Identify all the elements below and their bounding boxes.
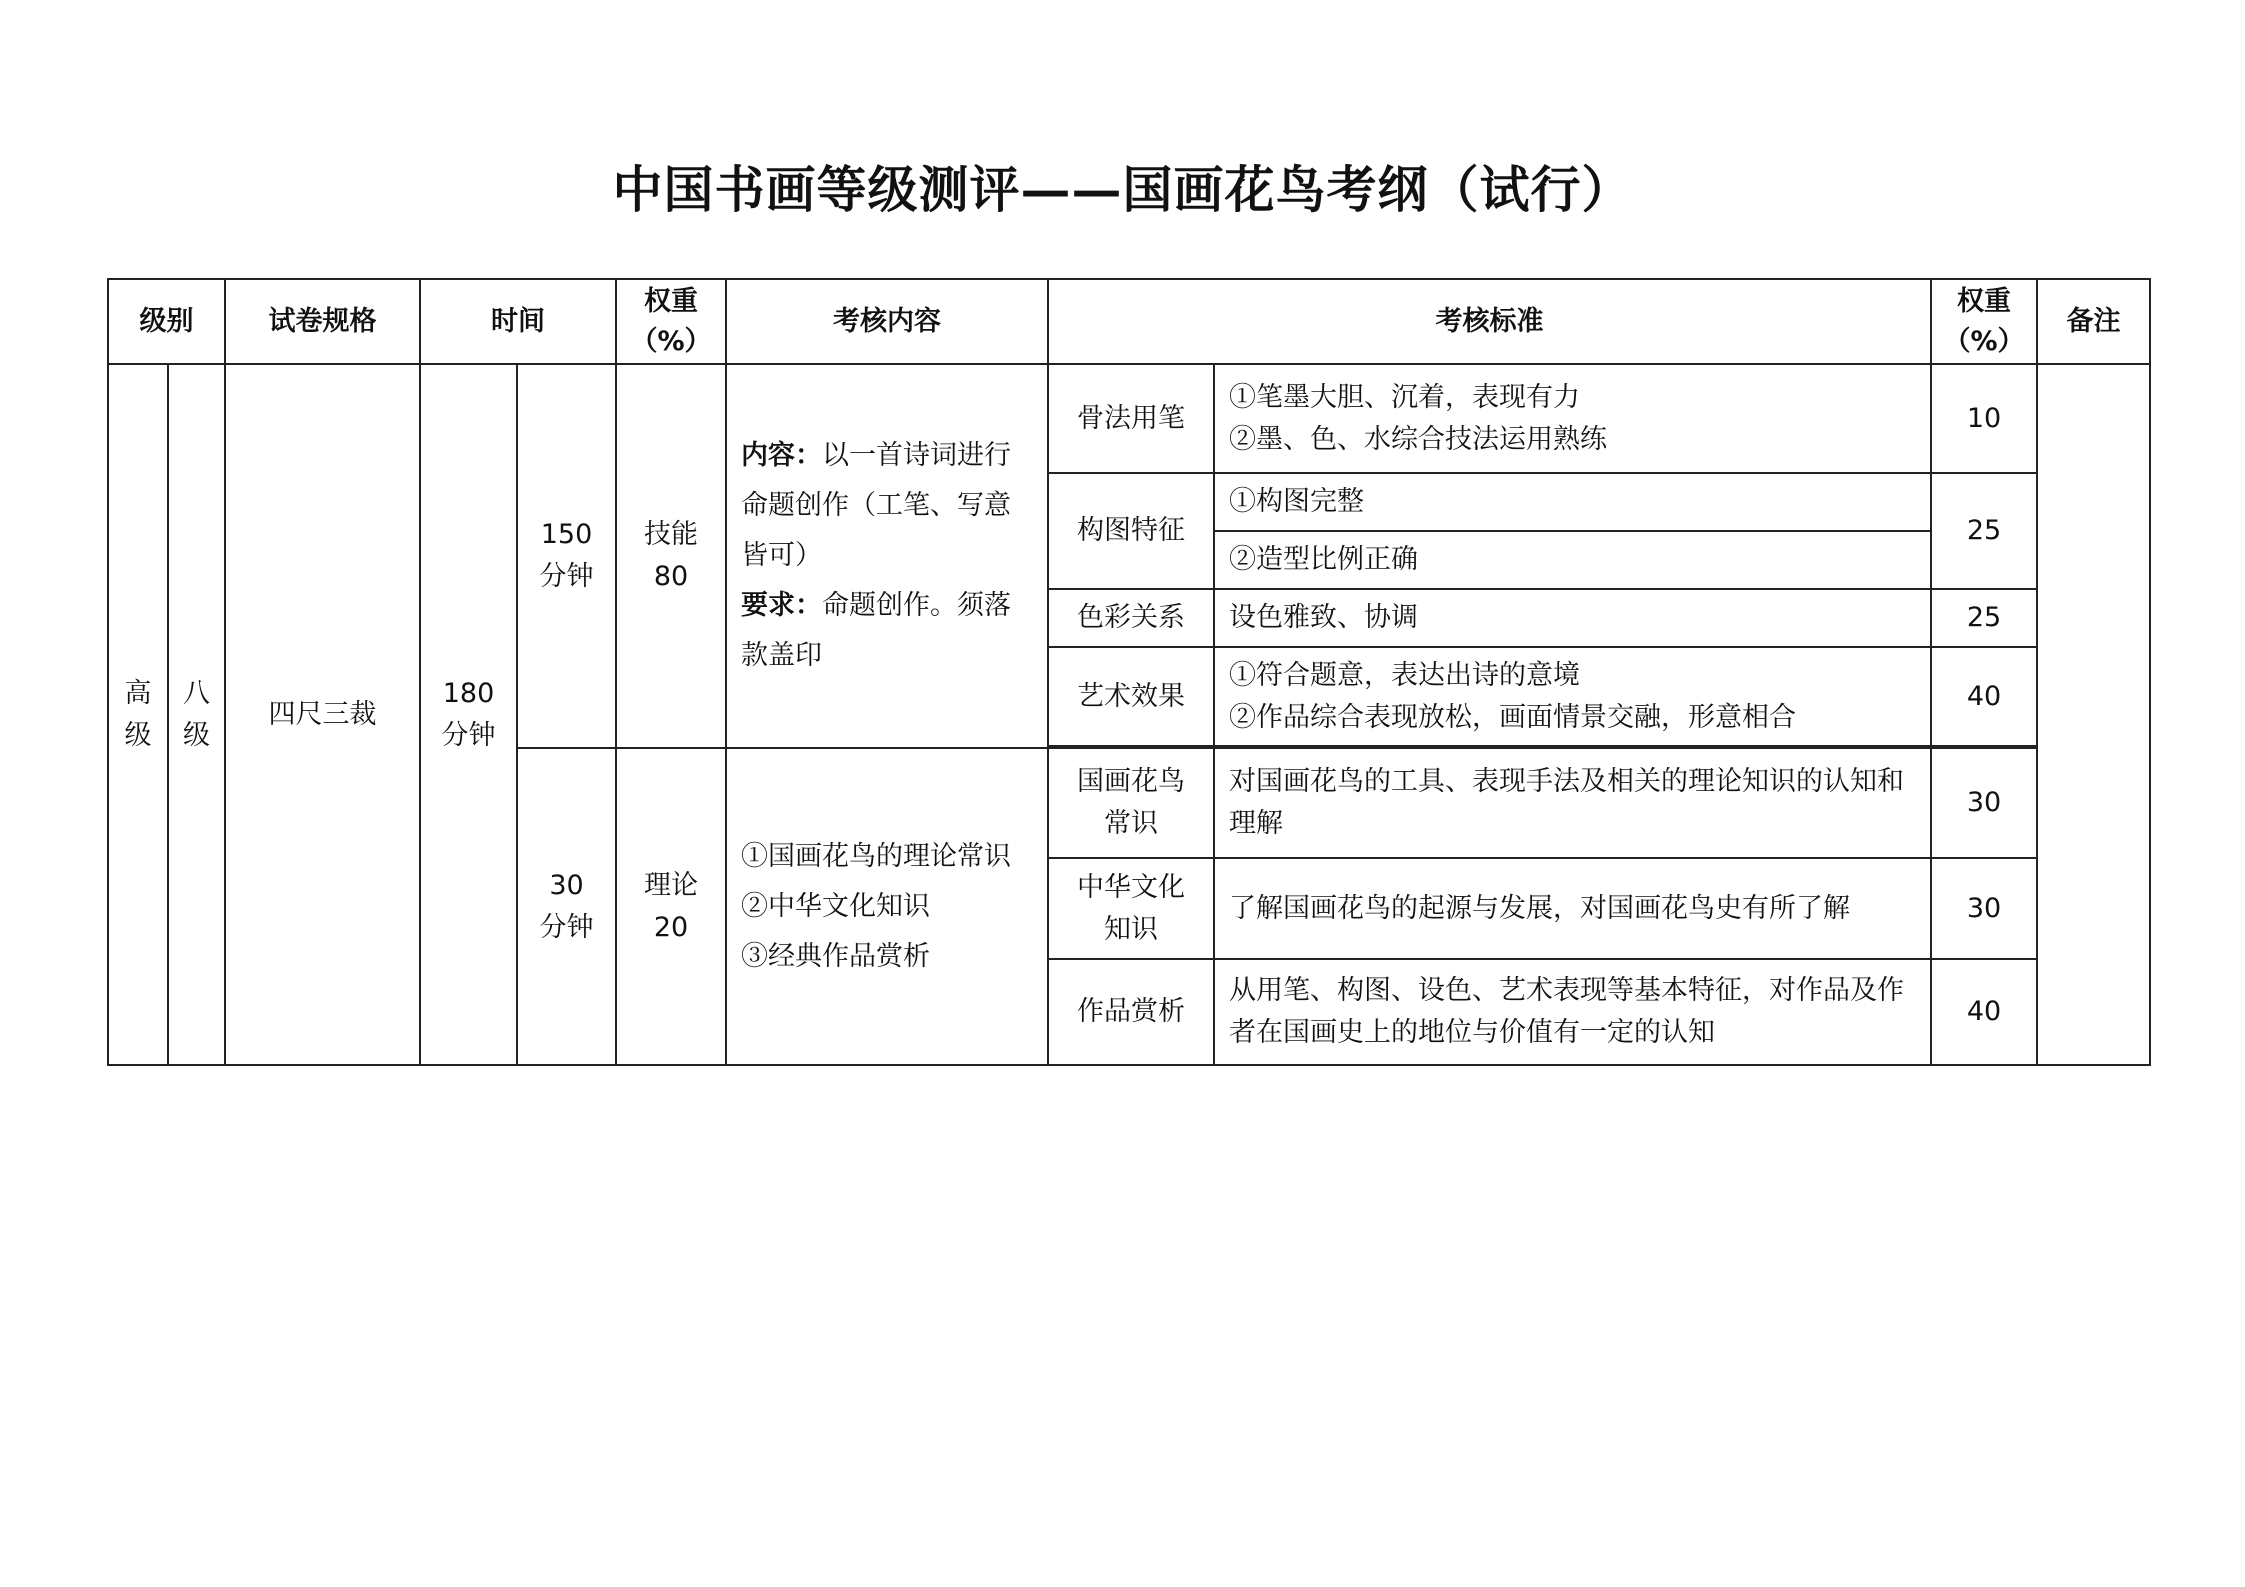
level-group-line2: 级 <box>124 719 152 751</box>
level-rank-line1: 八 <box>183 677 210 709</box>
criterion-weight: 10 <box>1931 364 2037 473</box>
theory-item: ③经典作品赏析 <box>741 940 930 972</box>
skill-requirement-text: 命题创作。须落款盖印 <box>741 590 1011 671</box>
criterion-name <box>1048 748 1214 858</box>
level-rank-line2: 级 <box>183 719 210 751</box>
header-paper-spec: 试卷规格 <box>225 279 420 364</box>
total-time-line1: 180 <box>442 677 495 709</box>
header-weight-line2: （%） <box>630 325 712 357</box>
level-group-cell <box>108 364 168 1065</box>
criterion-standard-line: ②作品综合表现放松，画面情景交融，形意相合 <box>1229 701 1796 733</box>
theory-time-cell <box>517 748 616 1065</box>
skill-weight-cell <box>616 364 726 748</box>
criterion-standard-line: ①构图完整 <box>1214 473 1931 531</box>
level-rank-cell <box>168 364 225 1065</box>
header-level: 级别 <box>108 279 225 364</box>
criterion-standard-line: ②造型比例正确 <box>1214 531 1931 589</box>
level-group-line1: 高 <box>124 677 152 709</box>
criterion-standard-line: ②墨、色、水综合技法运用熟练 <box>1229 423 1607 455</box>
criterion-standard-line: ①笔墨大胆、沉着，表现有力 <box>1229 381 1580 413</box>
header-weight-line1: 权重 <box>644 285 698 317</box>
criterion-name-line2: 知识 <box>1104 913 1158 945</box>
header-standard: 考核标准 <box>1048 279 1931 364</box>
header-content: 考核内容 <box>726 279 1048 364</box>
theory-weight-line2: 20 <box>653 911 689 943</box>
criterion-name: 构图特征 <box>1048 473 1214 589</box>
criterion-standard-line: 设色雅致、协调 <box>1214 589 1931 647</box>
criterion-standard-line: ①符合题意，表达出诗的意境 <box>1229 659 1580 691</box>
theory-weight-line1: 理论 <box>644 869 698 901</box>
skill-weight-line1: 技能 <box>644 519 698 550</box>
header-weight-2 <box>1931 279 2037 364</box>
header-weight2-line1: 权重 <box>1957 285 2011 317</box>
criterion-standard-line: 从用笔、构图、设色、艺术表现等基本特征，对作品及作者在国画史上的地位与价值有一定的认知 <box>1214 959 1931 1065</box>
criterion-name: 作品赏析 <box>1048 959 1214 1065</box>
criterion-name-line1: 国画花鸟 <box>1077 766 1185 797</box>
header-time: 时间 <box>420 279 616 364</box>
criterion-weight: 30 <box>1931 748 2037 858</box>
table-row <box>108 364 2150 473</box>
skill-weight-line2: 80 <box>653 561 689 592</box>
criterion-weight: 25 <box>1931 473 2037 589</box>
page-title: 中国书画等级测评——国画花鸟考纲（试行） <box>612 160 1633 219</box>
skill-content-paragraph <box>741 431 1035 581</box>
theory-item: ①国画花鸟的理论常识 <box>741 840 1011 872</box>
skill-time-line1: 150 <box>540 519 593 550</box>
paper-spec-cell: 四尺三裁 <box>225 364 420 1065</box>
header-weight2-line2: （%） <box>1943 325 2025 357</box>
header-row <box>108 279 2150 364</box>
skill-requirement-label: 要求： <box>741 590 822 621</box>
criterion-standard <box>1214 647 1931 746</box>
criterion-weight: 30 <box>1931 858 2037 959</box>
skill-time-cell <box>517 364 616 748</box>
theory-content-cell <box>726 748 1048 1065</box>
criterion-standard-line: 对国画花鸟的工具、表现手法及相关的理论知识的认知和理解 <box>1214 748 1931 858</box>
notes-cell <box>2037 364 2150 1065</box>
header-weight <box>616 279 726 364</box>
exam-outline-table <box>107 278 2151 1066</box>
criterion-name: 色彩关系 <box>1048 589 1214 647</box>
criterion-name-line2: 常识 <box>1104 808 1158 839</box>
theory-item: ②中华文化知识 <box>741 890 930 922</box>
criterion-weight: 25 <box>1931 589 2037 647</box>
theory-weight-cell <box>616 748 726 1065</box>
skill-time-line2: 分钟 <box>539 561 594 592</box>
criterion-weight: 40 <box>1931 647 2037 746</box>
skill-content-cell <box>726 364 1048 748</box>
theory-time-line1: 30 <box>549 869 584 901</box>
criterion-weight: 40 <box>1931 959 2037 1065</box>
criterion-name-line1: 中华文化 <box>1077 871 1185 903</box>
criterion-name: 艺术效果 <box>1048 647 1214 746</box>
header-notes: 备注 <box>2037 279 2150 364</box>
skill-content-text: 以一首诗词进行命题创作（工笔、写意皆可） <box>741 440 1011 571</box>
criterion-standard <box>1214 364 1931 473</box>
skill-requirement-paragraph <box>741 581 1035 681</box>
criterion-name: 骨法用笔 <box>1048 364 1214 473</box>
total-time-line2: 分钟 <box>441 719 496 751</box>
criterion-name <box>1048 858 1214 959</box>
skill-content-label: 内容： <box>741 440 822 471</box>
theory-time-line2: 分钟 <box>539 911 594 943</box>
total-time-cell <box>420 364 517 1065</box>
criterion-standard-line: 了解国画花鸟的起源与发展，对国画花鸟史有所了解 <box>1214 858 1931 959</box>
